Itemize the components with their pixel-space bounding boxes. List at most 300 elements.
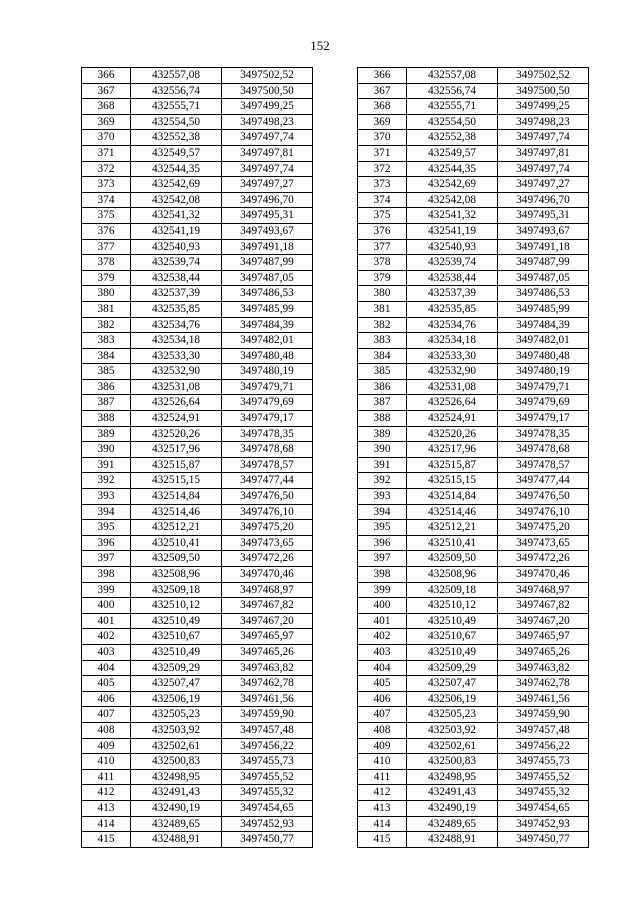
point-number-cell: 405 — [82, 676, 131, 692]
y-coordinate-cell: 3497497,74 — [498, 130, 589, 146]
table-row — [82, 99, 313, 115]
point-number-cell: 380 — [358, 286, 407, 302]
point-number-cell: 412 — [358, 785, 407, 801]
y-coordinate-cell: 3497457,48 — [498, 722, 589, 738]
x-coordinate-cell: 432514,84 — [131, 489, 222, 505]
point-number-cell: 367 — [82, 83, 131, 99]
point-number-cell: 388 — [82, 411, 131, 427]
point-number-cell: 372 — [82, 161, 131, 177]
table-row — [82, 660, 313, 676]
point-number-cell: 387 — [82, 395, 131, 411]
table-row — [358, 114, 589, 130]
y-coordinate-cell: 3497461,56 — [498, 691, 589, 707]
coordinates-table-right — [357, 67, 589, 848]
x-coordinate-cell: 432510,67 — [131, 629, 222, 645]
x-coordinate-cell: 432534,76 — [131, 317, 222, 333]
x-coordinate-cell: 432533,30 — [407, 348, 498, 364]
point-number-cell: 379 — [82, 270, 131, 286]
point-number-cell: 366 — [82, 68, 131, 84]
y-coordinate-cell: 3497484,39 — [498, 317, 589, 333]
y-coordinate-cell: 3497491,18 — [498, 239, 589, 255]
table-row — [358, 223, 589, 239]
table-row — [358, 192, 589, 208]
x-coordinate-cell: 432514,46 — [131, 504, 222, 520]
y-coordinate-cell: 3497456,22 — [222, 738, 313, 754]
x-coordinate-cell: 432534,18 — [407, 333, 498, 349]
x-coordinate-cell: 432510,41 — [131, 535, 222, 551]
y-coordinate-cell: 3497473,65 — [222, 535, 313, 551]
point-number-cell: 383 — [358, 333, 407, 349]
y-coordinate-cell: 3497450,77 — [498, 832, 589, 848]
x-coordinate-cell: 432491,43 — [407, 785, 498, 801]
y-coordinate-cell: 3497479,69 — [498, 395, 589, 411]
y-coordinate-cell: 3497484,39 — [222, 317, 313, 333]
y-coordinate-cell: 3497476,10 — [222, 504, 313, 520]
table-row — [82, 333, 313, 349]
x-coordinate-cell: 432510,49 — [407, 613, 498, 629]
table-row — [358, 629, 589, 645]
x-coordinate-cell: 432520,26 — [131, 426, 222, 442]
y-coordinate-cell: 3497478,35 — [498, 426, 589, 442]
table-row — [82, 364, 313, 380]
table-row — [82, 676, 313, 692]
point-number-cell: 390 — [358, 442, 407, 458]
x-coordinate-cell: 432506,19 — [131, 691, 222, 707]
x-coordinate-cell: 432490,19 — [131, 800, 222, 816]
table-row — [358, 691, 589, 707]
y-coordinate-cell: 3497480,48 — [222, 348, 313, 364]
y-coordinate-cell: 3497493,67 — [222, 223, 313, 239]
x-coordinate-cell: 432498,95 — [131, 769, 222, 785]
y-coordinate-cell: 3497459,90 — [498, 707, 589, 723]
point-number-cell: 402 — [82, 629, 131, 645]
y-coordinate-cell: 3497459,90 — [222, 707, 313, 723]
point-number-cell: 407 — [358, 707, 407, 723]
table-row — [358, 177, 589, 193]
table-row — [358, 676, 589, 692]
y-coordinate-cell: 3497502,52 — [498, 68, 589, 84]
table-row — [358, 317, 589, 333]
x-coordinate-cell: 432508,96 — [131, 567, 222, 583]
point-number-cell: 413 — [82, 800, 131, 816]
point-number-cell: 414 — [82, 816, 131, 832]
x-coordinate-cell: 432515,15 — [407, 473, 498, 489]
table-row — [82, 114, 313, 130]
table-row — [82, 489, 313, 505]
y-coordinate-cell: 3497455,73 — [222, 754, 313, 770]
y-coordinate-cell: 3497498,23 — [498, 114, 589, 130]
x-coordinate-cell: 432556,74 — [131, 83, 222, 99]
point-number-cell: 412 — [82, 785, 131, 801]
point-number-cell: 402 — [358, 629, 407, 645]
x-coordinate-cell: 432540,93 — [407, 239, 498, 255]
y-coordinate-cell: 3497457,48 — [222, 722, 313, 738]
point-number-cell: 400 — [358, 598, 407, 614]
table-row — [358, 660, 589, 676]
point-number-cell: 400 — [82, 598, 131, 614]
table-row — [82, 629, 313, 645]
table-row — [82, 379, 313, 395]
y-coordinate-cell: 3497487,99 — [222, 255, 313, 271]
table-row — [82, 83, 313, 99]
x-coordinate-cell: 432505,23 — [407, 707, 498, 723]
point-number-cell: 390 — [82, 442, 131, 458]
table-row — [358, 239, 589, 255]
x-coordinate-cell: 432544,35 — [407, 161, 498, 177]
table-row — [82, 473, 313, 489]
y-coordinate-cell: 3497486,53 — [498, 286, 589, 302]
y-coordinate-cell: 3497478,68 — [498, 442, 589, 458]
x-coordinate-cell: 432510,49 — [407, 644, 498, 660]
y-coordinate-cell: 3497455,52 — [498, 769, 589, 785]
y-coordinate-cell: 3497496,70 — [222, 192, 313, 208]
y-coordinate-cell: 3497454,65 — [222, 800, 313, 816]
x-coordinate-cell: 432512,21 — [131, 520, 222, 536]
table-row — [358, 457, 589, 473]
table-row — [358, 145, 589, 161]
table-row — [358, 161, 589, 177]
point-number-cell: 374 — [358, 192, 407, 208]
table-row — [82, 317, 313, 333]
y-coordinate-cell: 3497468,97 — [498, 582, 589, 598]
y-coordinate-cell: 3497480,48 — [498, 348, 589, 364]
table-row — [82, 816, 313, 832]
x-coordinate-cell: 432537,39 — [131, 286, 222, 302]
table-row — [358, 130, 589, 146]
point-number-cell: 384 — [358, 348, 407, 364]
x-coordinate-cell: 432532,90 — [131, 364, 222, 380]
y-coordinate-cell: 3497493,67 — [498, 223, 589, 239]
point-number-cell: 381 — [358, 301, 407, 317]
y-coordinate-cell: 3497477,44 — [222, 473, 313, 489]
x-coordinate-cell: 432502,61 — [131, 738, 222, 754]
table-row — [82, 395, 313, 411]
table-row — [82, 348, 313, 364]
table-row — [82, 270, 313, 286]
x-coordinate-cell: 432556,74 — [407, 83, 498, 99]
point-number-cell: 378 — [82, 255, 131, 271]
table-row — [358, 613, 589, 629]
point-number-cell: 389 — [82, 426, 131, 442]
point-number-cell: 409 — [82, 738, 131, 754]
x-coordinate-cell: 432515,87 — [407, 457, 498, 473]
y-coordinate-cell: 3497482,01 — [498, 333, 589, 349]
table-row — [358, 379, 589, 395]
point-number-cell: 378 — [358, 255, 407, 271]
x-coordinate-cell: 432555,71 — [407, 99, 498, 115]
x-coordinate-cell: 432510,49 — [131, 613, 222, 629]
table-row — [358, 255, 589, 271]
point-number-cell: 413 — [358, 800, 407, 816]
table-row — [82, 177, 313, 193]
point-number-cell: 388 — [358, 411, 407, 427]
x-coordinate-cell: 432549,57 — [131, 145, 222, 161]
y-coordinate-cell: 3497455,32 — [498, 785, 589, 801]
table-row — [358, 800, 589, 816]
y-coordinate-cell: 3497467,20 — [498, 613, 589, 629]
table-row — [82, 192, 313, 208]
point-number-cell: 376 — [82, 223, 131, 239]
point-number-cell: 389 — [358, 426, 407, 442]
y-coordinate-cell: 3497497,27 — [498, 177, 589, 193]
table-row — [82, 161, 313, 177]
table-row — [358, 426, 589, 442]
x-coordinate-cell: 432509,29 — [131, 660, 222, 676]
x-coordinate-cell: 432542,08 — [131, 192, 222, 208]
y-coordinate-cell: 3497497,74 — [222, 161, 313, 177]
point-number-cell: 367 — [358, 83, 407, 99]
x-coordinate-cell: 432503,92 — [407, 722, 498, 738]
x-coordinate-cell: 432542,08 — [407, 192, 498, 208]
table-row — [82, 411, 313, 427]
table-row — [82, 722, 313, 738]
table-row — [358, 395, 589, 411]
point-number-cell: 404 — [82, 660, 131, 676]
y-coordinate-cell: 3497476,50 — [498, 489, 589, 505]
point-number-cell: 393 — [82, 489, 131, 505]
point-number-cell: 403 — [82, 644, 131, 660]
table-row — [82, 130, 313, 146]
x-coordinate-cell: 432524,91 — [407, 411, 498, 427]
point-number-cell: 377 — [358, 239, 407, 255]
x-coordinate-cell: 432531,08 — [131, 379, 222, 395]
table-row — [358, 504, 589, 520]
table-row — [82, 785, 313, 801]
table-row — [82, 800, 313, 816]
point-number-cell: 382 — [82, 317, 131, 333]
y-coordinate-cell: 3497475,20 — [222, 520, 313, 536]
y-coordinate-cell: 3497465,26 — [222, 644, 313, 660]
point-number-cell: 396 — [358, 535, 407, 551]
y-coordinate-cell: 3497485,99 — [222, 301, 313, 317]
point-number-cell: 410 — [82, 754, 131, 770]
y-coordinate-cell: 3497461,56 — [222, 691, 313, 707]
y-coordinate-cell: 3497487,05 — [498, 270, 589, 286]
x-coordinate-cell: 432541,32 — [407, 208, 498, 224]
y-coordinate-cell: 3497486,53 — [222, 286, 313, 302]
y-coordinate-cell: 3497478,68 — [222, 442, 313, 458]
y-coordinate-cell: 3497478,35 — [222, 426, 313, 442]
y-coordinate-cell: 3497455,32 — [222, 785, 313, 801]
y-coordinate-cell: 3497450,77 — [222, 832, 313, 848]
table-row — [82, 535, 313, 551]
y-coordinate-cell: 3497497,27 — [222, 177, 313, 193]
point-number-cell: 399 — [358, 582, 407, 598]
table-row — [358, 738, 589, 754]
x-coordinate-cell: 432555,71 — [131, 99, 222, 115]
y-coordinate-cell: 3497456,22 — [498, 738, 589, 754]
x-coordinate-cell: 432517,96 — [131, 442, 222, 458]
table-row — [82, 738, 313, 754]
y-coordinate-cell: 3497479,17 — [222, 411, 313, 427]
point-number-cell: 380 — [82, 286, 131, 302]
point-number-cell: 381 — [82, 301, 131, 317]
y-coordinate-cell: 3497454,65 — [498, 800, 589, 816]
x-coordinate-cell: 432498,95 — [407, 769, 498, 785]
y-coordinate-cell: 3497497,81 — [498, 145, 589, 161]
x-coordinate-cell: 432541,19 — [407, 223, 498, 239]
table-row — [82, 520, 313, 536]
x-coordinate-cell: 432508,96 — [407, 567, 498, 583]
table-row — [358, 83, 589, 99]
y-coordinate-cell: 3497479,17 — [498, 411, 589, 427]
table-row — [82, 691, 313, 707]
y-coordinate-cell: 3497491,18 — [222, 239, 313, 255]
x-coordinate-cell: 432526,64 — [131, 395, 222, 411]
x-coordinate-cell: 432510,12 — [131, 598, 222, 614]
point-number-cell: 408 — [82, 722, 131, 738]
x-coordinate-cell: 432554,50 — [407, 114, 498, 130]
table-row — [82, 832, 313, 848]
point-number-cell: 370 — [82, 130, 131, 146]
table-row — [358, 722, 589, 738]
point-number-cell: 387 — [358, 395, 407, 411]
point-number-cell: 411 — [82, 769, 131, 785]
y-coordinate-cell: 3497480,19 — [498, 364, 589, 380]
table-row — [82, 613, 313, 629]
table-row — [358, 286, 589, 302]
point-number-cell: 369 — [82, 114, 131, 130]
x-coordinate-cell: 432489,65 — [407, 816, 498, 832]
x-coordinate-cell: 432509,18 — [131, 582, 222, 598]
x-coordinate-cell: 432507,47 — [407, 676, 498, 692]
table-row — [358, 535, 589, 551]
point-number-cell: 401 — [82, 613, 131, 629]
point-number-cell: 406 — [358, 691, 407, 707]
table-row — [82, 239, 313, 255]
y-coordinate-cell: 3497485,99 — [498, 301, 589, 317]
point-number-cell: 392 — [82, 473, 131, 489]
point-number-cell: 415 — [358, 832, 407, 848]
x-coordinate-cell: 432509,18 — [407, 582, 498, 598]
x-coordinate-cell: 432506,19 — [407, 691, 498, 707]
x-coordinate-cell: 432535,85 — [131, 301, 222, 317]
x-coordinate-cell: 432537,39 — [407, 286, 498, 302]
y-coordinate-cell: 3497455,73 — [498, 754, 589, 770]
table-row — [82, 208, 313, 224]
point-number-cell: 371 — [358, 145, 407, 161]
point-number-cell: 397 — [82, 551, 131, 567]
x-coordinate-cell: 432539,74 — [131, 255, 222, 271]
y-coordinate-cell: 3497477,44 — [498, 473, 589, 489]
y-coordinate-cell: 3497472,26 — [498, 551, 589, 567]
table-row — [82, 286, 313, 302]
x-coordinate-cell: 432531,08 — [407, 379, 498, 395]
x-coordinate-cell: 432509,50 — [407, 551, 498, 567]
point-number-cell: 399 — [82, 582, 131, 598]
point-number-cell: 386 — [358, 379, 407, 395]
point-number-cell: 373 — [358, 177, 407, 193]
point-number-cell: 386 — [82, 379, 131, 395]
x-coordinate-cell: 432539,74 — [407, 255, 498, 271]
point-number-cell: 407 — [82, 707, 131, 723]
coordinates-table-left — [81, 67, 313, 848]
y-coordinate-cell: 3497500,50 — [498, 83, 589, 99]
table-row — [358, 644, 589, 660]
table-row — [82, 598, 313, 614]
x-coordinate-cell: 432515,87 — [131, 457, 222, 473]
point-number-cell: 368 — [358, 99, 407, 115]
x-coordinate-cell: 432517,96 — [407, 442, 498, 458]
point-number-cell: 406 — [82, 691, 131, 707]
y-coordinate-cell: 3497499,25 — [222, 99, 313, 115]
table-row — [358, 473, 589, 489]
x-coordinate-cell: 432541,32 — [131, 208, 222, 224]
point-number-cell: 377 — [82, 239, 131, 255]
table-row — [358, 598, 589, 614]
x-coordinate-cell: 432489,65 — [131, 816, 222, 832]
point-number-cell: 391 — [358, 457, 407, 473]
y-coordinate-cell: 3497468,97 — [222, 582, 313, 598]
table-row — [82, 68, 313, 84]
y-coordinate-cell: 3497470,46 — [498, 567, 589, 583]
x-coordinate-cell: 432526,64 — [407, 395, 498, 411]
table-row — [358, 442, 589, 458]
table-row — [82, 644, 313, 660]
table-row — [358, 333, 589, 349]
table-row — [358, 567, 589, 583]
y-coordinate-cell: 3497467,82 — [498, 598, 589, 614]
y-coordinate-cell: 3497482,01 — [222, 333, 313, 349]
y-coordinate-cell: 3497495,31 — [498, 208, 589, 224]
point-number-cell: 372 — [358, 161, 407, 177]
x-coordinate-cell: 432535,85 — [407, 301, 498, 317]
x-coordinate-cell: 432554,50 — [131, 114, 222, 130]
y-coordinate-cell: 3497497,74 — [222, 130, 313, 146]
y-coordinate-cell: 3497463,82 — [498, 660, 589, 676]
table-row — [82, 754, 313, 770]
y-coordinate-cell: 3497480,19 — [222, 364, 313, 380]
point-number-cell: 415 — [82, 832, 131, 848]
point-number-cell: 374 — [82, 192, 131, 208]
table-row — [358, 489, 589, 505]
y-coordinate-cell: 3497497,81 — [222, 145, 313, 161]
point-number-cell: 375 — [358, 208, 407, 224]
x-coordinate-cell: 432541,19 — [131, 223, 222, 239]
x-coordinate-cell: 432512,21 — [407, 520, 498, 536]
point-number-cell: 409 — [358, 738, 407, 754]
table-row — [82, 707, 313, 723]
y-coordinate-cell: 3497479,71 — [222, 379, 313, 395]
point-number-cell: 373 — [82, 177, 131, 193]
x-coordinate-cell: 432509,50 — [131, 551, 222, 567]
table-row — [82, 223, 313, 239]
table-row — [82, 551, 313, 567]
x-coordinate-cell: 432533,30 — [131, 348, 222, 364]
point-number-cell: 404 — [358, 660, 407, 676]
y-coordinate-cell: 3497502,52 — [222, 68, 313, 84]
x-coordinate-cell: 432534,76 — [407, 317, 498, 333]
table-row — [82, 301, 313, 317]
x-coordinate-cell: 432524,91 — [131, 411, 222, 427]
table-row — [82, 582, 313, 598]
x-coordinate-cell: 432500,83 — [131, 754, 222, 770]
x-coordinate-cell: 432544,35 — [131, 161, 222, 177]
table-row — [358, 707, 589, 723]
x-coordinate-cell: 432538,44 — [407, 270, 498, 286]
x-coordinate-cell: 432505,23 — [131, 707, 222, 723]
point-number-cell: 369 — [358, 114, 407, 130]
point-number-cell: 414 — [358, 816, 407, 832]
y-coordinate-cell: 3497465,97 — [222, 629, 313, 645]
x-coordinate-cell: 432502,61 — [407, 738, 498, 754]
point-number-cell: 370 — [358, 130, 407, 146]
table-row — [358, 301, 589, 317]
table-row — [358, 411, 589, 427]
table-row — [82, 426, 313, 442]
y-coordinate-cell: 3497472,26 — [222, 551, 313, 567]
x-coordinate-cell: 432510,67 — [407, 629, 498, 645]
